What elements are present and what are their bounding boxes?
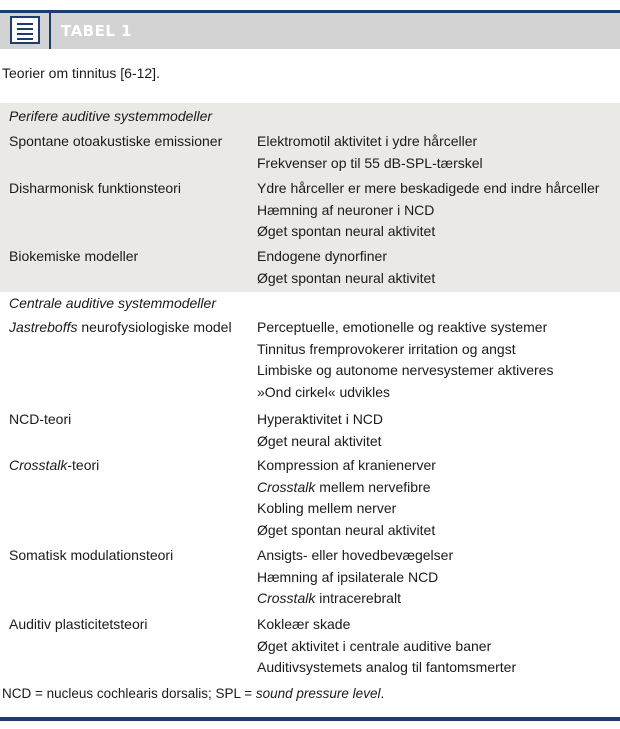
row-mechanisms [257, 614, 617, 679]
row-mechanisms [257, 409, 617, 452]
mechanism-item: Øget spontan neural aktivitet [257, 269, 436, 286]
bottom-rule [0, 717, 620, 721]
row-label-rest: neurofysiologiske model [77, 319, 232, 335]
row-label-italic: Crosstalk [9, 457, 68, 473]
row-label: Biokemiske modeller [9, 248, 139, 264]
section-title: Perifere auditive systemmodeller [9, 108, 213, 124]
mechanism-item: Hyperaktivitet i NCD [257, 411, 384, 427]
document-icon [10, 16, 40, 44]
section-title: Centrale auditive systemmodeller [9, 295, 216, 311]
footnote-end: . [380, 686, 385, 701]
row-label [9, 455, 99, 477]
mechanism-item: Auditivsystemets analog til fantomsmerter [257, 659, 517, 675]
row-label-rest: -teori [67, 457, 100, 473]
mechanism-item: Limbiske og autonome nervesystemer aktiveres [257, 362, 554, 378]
mechanism-rest: intracerebralt [315, 590, 401, 606]
header-separator [49, 13, 51, 49]
table-title: TABEL 1 [61, 22, 133, 40]
row-mechanisms [257, 178, 617, 243]
row-mechanisms [257, 131, 617, 174]
row-label: Disharmonisk funktionsteori [9, 180, 181, 196]
mechanism-item: Perceptuelle, emotionelle og reaktive systemer [257, 319, 548, 335]
table-footnote [2, 686, 384, 701]
row-label: NCD-teori [9, 411, 72, 427]
section-centrale [0, 292, 620, 680]
mechanism-item: Endogene dynorfiner [257, 248, 387, 264]
mechanism-item: Kompression af kranienerver [257, 457, 436, 473]
mechanism-item: Tinnitus fremprovokerer irritation og angst [257, 340, 516, 357]
mechanism-item: Ydre hårceller er mere beskadigede end indre hårceller [257, 180, 600, 196]
section-perifere [0, 103, 620, 292]
mechanism-item: Kokleær skade [257, 616, 351, 632]
row-label: Spontane otoakustiske emissioner [9, 133, 223, 149]
mechanism-item: Øget spontan neural aktivitet [257, 521, 436, 538]
mechanism-item: Hæmning af neuroner i NCD [257, 201, 435, 218]
row-mechanisms [257, 455, 617, 541]
row-label-italic: Jastreboffs [9, 319, 78, 335]
row-mechanisms [257, 246, 617, 289]
row-mechanisms [257, 317, 617, 403]
mechanism-item [257, 477, 617, 499]
footnote-italic: sound pressure level [255, 686, 381, 701]
mechanism-item [257, 588, 617, 610]
mechanism-italic: Crosstalk [257, 590, 316, 606]
row-label [9, 317, 232, 339]
row-mechanisms [257, 545, 617, 610]
mechanism-item: Øget neural aktivitet [257, 432, 382, 449]
mechanism-item: Frekvenser op til 55 dB-SPL-tærskel [257, 154, 483, 171]
mechanism-item: Ansigts- eller hovedbevægelser [257, 547, 454, 563]
footnote-text: NCD = nucleus cochlearis dorsalis; SPL = [2, 686, 256, 701]
mechanism-item: »Ond cirkel« udvikles [257, 383, 391, 400]
table-header-bar [0, 13, 620, 49]
row-label: Somatisk modulationsteori [9, 547, 174, 563]
mechanism-item: Elektromotil aktivitet i ydre hårceller [257, 133, 478, 149]
table-caption: Teorier om tinnitus [6-12]. [2, 65, 160, 81]
row-label: Auditiv plasticitetsteori [9, 616, 148, 632]
mechanism-rest: mellem nervefibre [315, 478, 431, 495]
mechanism-item: Øget spontan neural aktivitet [257, 223, 436, 239]
mechanism-item: Kobling mellem nerver [257, 500, 397, 516]
mechanism-item: Øget aktivitet i centrale auditive baner [257, 637, 492, 654]
mechanism-italic: Crosstalk [257, 478, 316, 495]
mechanism-item: Hæmning af ipsilaterale NCD [257, 568, 439, 585]
